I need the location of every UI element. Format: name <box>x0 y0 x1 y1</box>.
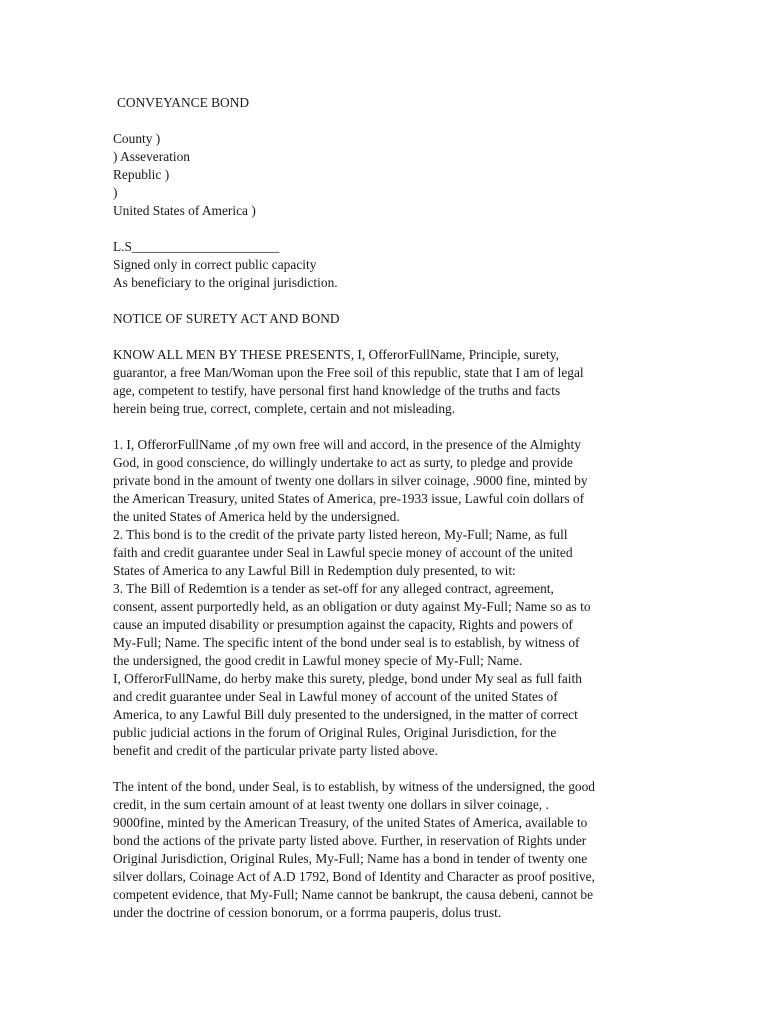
know-all-paragraph <box>113 346 673 418</box>
header-line: Republic ) <box>113 167 170 182</box>
header-line: ) Asseveration <box>113 149 190 164</box>
signature-block <box>113 238 673 292</box>
document-page <box>113 94 673 922</box>
paragraph-line: bond the actions of the private party listed above. Further, in reservation of Rights under <box>113 833 587 848</box>
paragraph-line: benefit and credit of the particular private party listed above. <box>113 743 438 758</box>
paragraph-line: 2. This bond is to the credit of the private party listed hereon, My-Full; Name, as full <box>113 527 568 542</box>
signature-line: L.S______________________ <box>113 239 280 254</box>
numbered-paragraph <box>113 436 673 760</box>
paragraph-line: I, OfferorFullName, do herby make this surety, pledge, bond under My seal as full faith <box>113 671 582 686</box>
paragraph-line: cause an imputed disability or presumption against the capacity, Rights and powers of <box>113 617 573 632</box>
paragraph-line: competent evidence, that My-Full; Name cannot be bankrupt, the causa debeni, cannot be <box>113 887 594 902</box>
paragraph-line: the united States of America held by the undersigned. <box>113 509 400 524</box>
header-line: County ) <box>113 131 161 146</box>
paragraph-line: under the doctrine of cession bonorum, or a forrma pauperis, dolus trust. <box>113 905 502 920</box>
paragraph-line: herein being true, correct, complete, certain and not misleading. <box>113 401 456 416</box>
notice-heading: NOTICE OF SURETY ACT AND BOND <box>113 311 340 326</box>
header-block <box>113 130 673 220</box>
signature-caption: Signed only in correct public capacity <box>113 257 317 272</box>
spacer <box>113 220 673 238</box>
paragraph-line: consent, assent purportedly held, as an obligation or duty against My-Full; Name so as to <box>113 599 591 614</box>
paragraph-line: 1. I, OfferorFullName ,of my own free will and accord, in the presence of the Almighty <box>113 437 581 452</box>
document-title: CONVEYANCE BOND <box>117 95 250 110</box>
spacer <box>113 418 673 436</box>
paragraph-line: God, in good conscience, do willingly undertake to act as surty, to pledge and provide <box>113 455 573 470</box>
intent-paragraph <box>113 778 673 922</box>
paragraph-line: and credit guarantee under Seal in Lawful money of account of the united States of <box>113 689 558 704</box>
paragraph-line: faith and credit guarantee under Seal in Lawful specie money of account of the united <box>113 545 573 560</box>
header-line: ) <box>113 185 118 200</box>
paragraph-line: guarantor, a free Man/Woman upon the Free soil of this republic, state that I am of legal <box>113 365 584 380</box>
paragraph-line: the undersigned, the good credit in Lawful money specie of My-Full; Name. <box>113 653 523 668</box>
signature-caption: As beneficiary to the original jurisdiction. <box>113 275 338 290</box>
paragraph-line: credit, in the sum certain amount of at least twenty one dollars in silver coinage, . <box>113 797 549 812</box>
paragraph-line: the American Treasury, united States of America, pre-1933 issue, Lawful coin dollars of <box>113 491 585 506</box>
paragraph-line: age, competent to testify, have personal first hand knowledge of the truths and facts <box>113 383 561 398</box>
paragraph-line: 9000fine, minted by the American Treasury, of the united States of America, available to <box>113 815 588 830</box>
paragraph-line: The intent of the bond, under Seal, is to establish, by witness of the undersigned, the good <box>113 779 595 794</box>
paragraph-line: private bond in the amount of twenty one dollars in silver coinage, .9000 fine, minted by <box>113 473 588 488</box>
header-line: United States of America ) <box>113 203 256 218</box>
paragraph-line: Original Jurisdiction, Original Rules, My-Full; Name has a bond in tender of twenty one <box>113 851 588 866</box>
spacer <box>113 760 673 778</box>
spacer <box>113 292 673 310</box>
spacer <box>113 328 673 346</box>
paragraph-line: States of America to any Lawful Bill in Redemption duly presented, to wit: <box>113 563 516 578</box>
spacer <box>113 112 673 130</box>
paragraph-line: public judicial actions in the forum of Original Rules, Original Jurisdiction, for the <box>113 725 557 740</box>
paragraph-line: America, to any Lawful Bill duly presented to the undersigned, in the matter of correct <box>113 707 578 722</box>
paragraph-line: 3. The Bill of Redemtion is a tender as set-off for any alleged contract, agreement, <box>113 581 554 596</box>
paragraph-line: silver dollars, Coinage Act of A.D 1792, Bond of Identity and Character as proof positive, <box>113 869 595 884</box>
paragraph-line: KNOW ALL MEN BY THESE PRESENTS, I, OfferorFullName, Principle, surety, <box>113 347 559 362</box>
paragraph-line: My-Full; Name. The specific intent of the bond under seal is to establish, by witness of <box>113 635 580 650</box>
